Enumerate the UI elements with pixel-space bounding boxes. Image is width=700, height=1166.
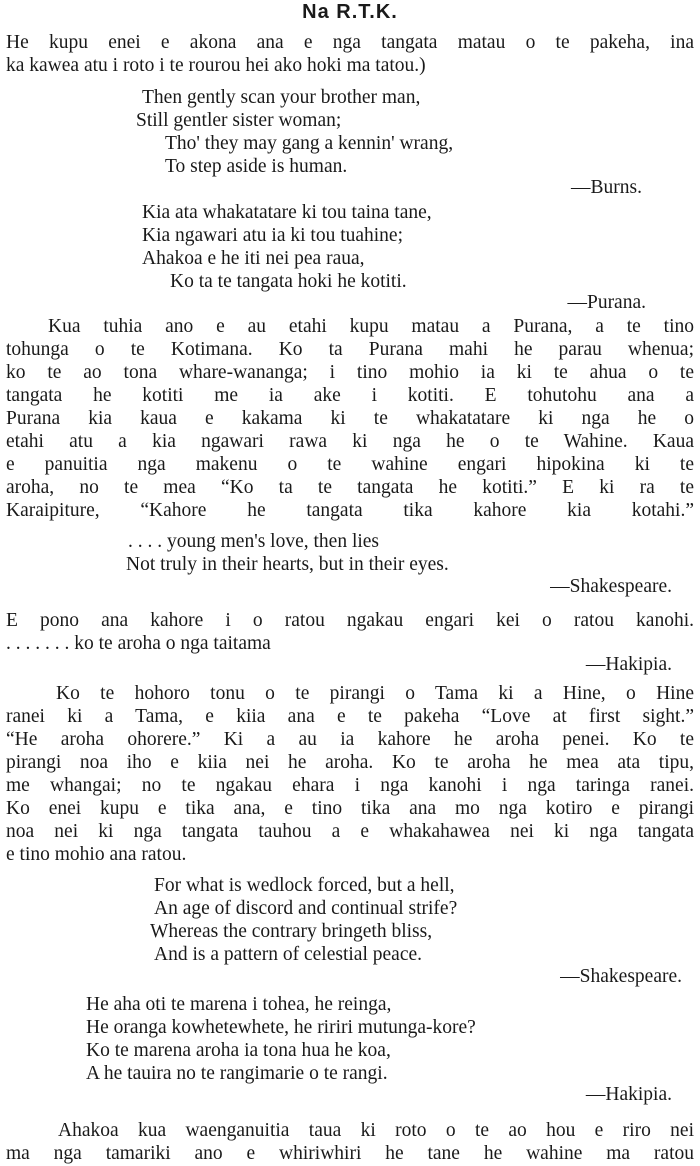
hakipia-poem-line: A he tauira no te rangimarie o te rangi. (86, 1063, 388, 1084)
paragraph-line: me whangai; no te ngakau ehara i nga kanohi i nga taringa ranei. (6, 775, 694, 796)
burns-poem-line: Then gently scan your brother man, (142, 87, 421, 108)
paragraph-line: Ahakoa kua waenganuitia taua ki roto o te ao hou e riro nei (58, 1120, 694, 1141)
paragraph-line: Purana kia kaua e kakama ki te whakatatare ki nga he o (6, 408, 694, 429)
paragraph-line: ko te ao tona whare-wananga; i tino mohio ia ki te ahua o te (6, 362, 694, 383)
paragraph-line: e panuitia nga makenu o te wahine engari hipokina ki te (6, 454, 694, 475)
paragraph-line: ma nga tamariki ano e whiriwhiri he tane he wahine ma ratou (6, 1143, 694, 1164)
attribution-shakespeare: —Shakespeare. (550, 576, 672, 597)
paragraph-line: aroha, no te mea “Ko ta te tangata he kotiti.” E ki ra te (6, 477, 694, 498)
attribution-purana: —Purana. (567, 292, 646, 313)
attribution-shakespeare: —Shakespeare. (560, 966, 682, 987)
shakespeare-poem-line: For what is wedlock forced, but a hell, (154, 875, 455, 896)
paragraph-line: Ko enei kupu e tika ana, e tino tika ana mo nga kotiro e pirangi (6, 798, 694, 819)
burns-poem-line: Tho' they may gang a kennin' wrang, (165, 133, 454, 154)
shakespeare-poem-line: And is a pattern of celestial peace. (154, 944, 423, 965)
purana-poem-line: Kia ata whakatatare ki tou taina tane, (142, 202, 432, 223)
hakipia-line: E pono ana kahore i o ratou ngakau engari kei o ratou kanohi. (6, 610, 694, 631)
purana-poem-line: Kia ngawari atu ia ki tou tuahine; (142, 225, 404, 246)
paragraph-line: “He aroha ohorere.” Ki a au ia kahore he aroha penei. Ko te (6, 729, 694, 750)
intro-line: ka kawea atu i roto i te rourou hei ako hoki ma tatou.) (6, 55, 426, 76)
paragraph-line: Kua tuhia ano e au etahi kupu matau a Purana, a te tino (48, 316, 694, 337)
intro-line: He kupu enei e akona ana e nga tangata matau o te pakeha, ina (6, 32, 694, 53)
hakipia-poem-line: Ko te marena aroha ia tona hua he koa, (86, 1040, 391, 1061)
paragraph-line: tohunga o te Kotimana. Ko ta Purana mahi he parau whenua; (6, 339, 694, 360)
paragraph-line: e tino mohio ana ratou. (6, 844, 187, 865)
paragraph-line: pirangi noa iho e kiia nei he aroha. Ko te aroha he mea ata tipu, (6, 752, 694, 773)
shakespeare-poem-line: Not truly in their hearts, but in their eyes. (126, 554, 449, 575)
purana-poem-line: Ahakoa e he iti nei pea raua, (142, 248, 365, 269)
attribution-hakipia: —Hakipia. (585, 654, 672, 675)
paragraph-line: Ko te hohoro tonu o te pirangi o Tama ki a Hine, o Hine (56, 683, 694, 704)
page-title: Na R.T.K. (302, 1, 398, 23)
hakipia-poem-line: He oranga kowhetewhete, he ririri mutunga-kore? (86, 1017, 476, 1038)
purana-poem-line: Ko ta te tangata hoki he kotiti. (170, 271, 407, 292)
paragraph-line: ranei ki a Tama, e kiia ana e te pakeha “Love at first sight.” (6, 706, 694, 727)
paragraph-line: tangata he kotiti me ia ake i kotiti. E tohutohu ana a (6, 385, 694, 406)
paragraph-line: etahi atu a kia ngawari rawa ki nga he o te Wahine. Kaua (6, 431, 694, 452)
burns-poem-line: Still gentler sister woman; (136, 110, 342, 131)
burns-poem-line: To step aside is human. (165, 156, 348, 177)
paragraph-line: Karaipiture, “Kahore he tangata tika kahore kia kotahi.” (6, 500, 694, 521)
attribution-burns: —Burns. (571, 177, 642, 198)
shakespeare-poem-line: . . . . young men's love, then lies (128, 531, 380, 552)
shakespeare-poem-line: Whereas the contrary bringeth bliss, (150, 921, 433, 942)
attribution-hakipia: —Hakipia. (585, 1084, 672, 1105)
hakipia-poem-line: He aha oti te marena i tohea, he reinga, (86, 994, 392, 1015)
hakipia-line: . . . . . . . ko te aroha o nga taitama (6, 633, 271, 654)
paragraph-line: noa nei ki nga tangata tauhou a e whakahawea nei ki nga tangata (6, 821, 694, 842)
shakespeare-poem-line: An age of discord and continual strife? (154, 898, 458, 919)
